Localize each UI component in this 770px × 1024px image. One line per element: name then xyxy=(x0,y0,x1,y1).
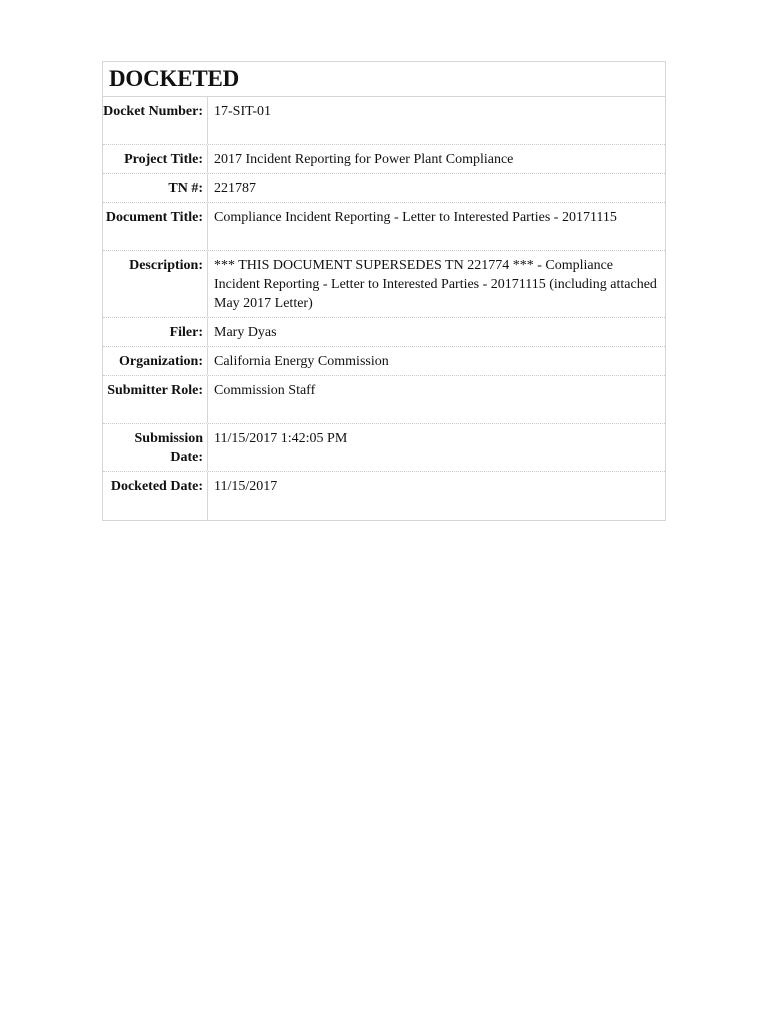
docketed-date-value: 11/15/2017 xyxy=(214,479,278,494)
field-row-document-title xyxy=(103,203,665,251)
submission-date-label: Submission Date: xyxy=(103,424,208,471)
field-row-filer xyxy=(103,318,665,347)
docketed-date-label: Docketed Date: xyxy=(103,472,208,520)
filer-value: Mary Dyas xyxy=(214,325,277,340)
field-row-project-title xyxy=(103,145,665,174)
organization-label: Organization: xyxy=(103,347,208,375)
field-row-docketed-date xyxy=(103,472,665,520)
docketed-heading: DOCKETED xyxy=(103,62,665,97)
submission-date-value: 11/15/2017 1:42:05 PM xyxy=(214,431,348,446)
field-row-description xyxy=(103,251,665,318)
docket-number-value: 17-SIT-01 xyxy=(214,104,272,119)
document-title-value: Compliance Incident Reporting - Letter to Interested Parties - 20171115 xyxy=(214,210,617,225)
field-row-submitter-role xyxy=(103,376,665,424)
document-title-label: Document Title: xyxy=(103,203,208,250)
field-row-organization xyxy=(103,347,665,376)
project-title-value: 2017 Incident Reporting for Power Plant Compliance xyxy=(214,152,514,167)
tn-number-value: 221787 xyxy=(214,181,256,196)
field-row-submission-date xyxy=(103,424,665,472)
description-label: Description: xyxy=(103,251,208,317)
filer-label: Filer: xyxy=(103,318,208,346)
field-row-docket-number xyxy=(103,97,665,145)
docket-info-table xyxy=(102,61,666,521)
description-value: *** THIS DOCUMENT SUPERSEDES TN 221774 *** - Compliance Incident Reporting - Letter to Interested Parties - 20171115 (including attached May 2017 Letter) xyxy=(214,258,657,311)
project-title-label: Project Title: xyxy=(103,145,208,173)
organization-value: California Energy Commission xyxy=(214,354,389,369)
submitter-role-label: Submitter Role: xyxy=(103,376,208,423)
docket-number-label: Docket Number: xyxy=(103,97,208,144)
field-row-tn-number xyxy=(103,174,665,203)
submitter-role-value: Commission Staff xyxy=(214,383,316,398)
tn-number-label: TN #: xyxy=(103,174,208,202)
